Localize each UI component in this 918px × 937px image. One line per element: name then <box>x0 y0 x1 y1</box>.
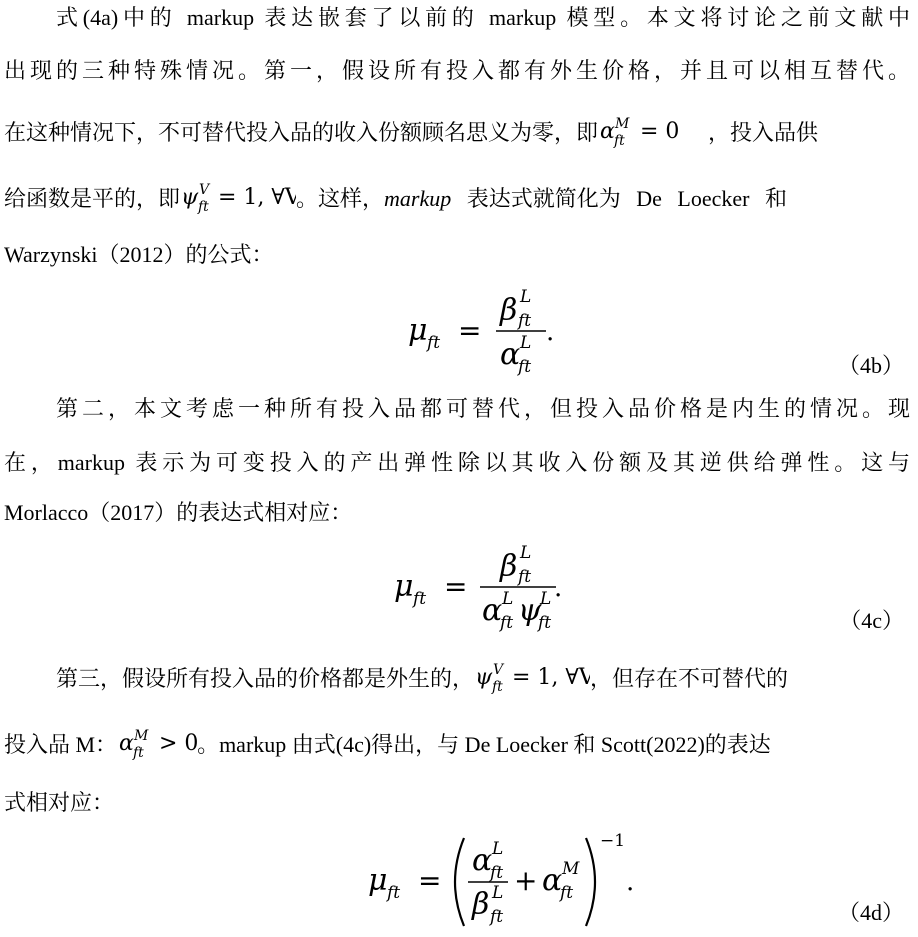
svg-text:.: . <box>546 317 555 347</box>
svg-text:α: α <box>482 593 503 628</box>
paragraph-1-line-1: 式(4a)中的 markup 表达嵌套了以前的 markup 模型。本文将讨论之前文献中 <box>56 5 910 30</box>
svg-text:ψ: ψ <box>181 185 199 210</box>
equation-4d <box>364 826 654 937</box>
svg-text:ft: ft <box>427 333 441 353</box>
text-segment: 表达式就简化为 De Loecker 和 <box>451 186 787 212</box>
svg-text:L: L <box>520 543 532 563</box>
svg-text:V: V <box>493 662 504 678</box>
svg-text:ft: ft <box>538 613 552 633</box>
inline-math-alpha-m <box>598 114 708 156</box>
paragraph-1-line-5: Warzynski（2012）的公式： <box>4 242 274 267</box>
svg-text:L: L <box>492 883 504 903</box>
paragraph-2-line-3: Morlacco（2017）的表达式相对应： <box>4 500 353 525</box>
inline-math-text: = 1, ∀V <box>512 665 591 690</box>
svg-text:μ: μ <box>394 569 414 604</box>
paragraph-3-line-3: 式相对应： <box>4 790 115 815</box>
svg-text:ft: ft <box>500 613 514 633</box>
svg-text:L: L <box>492 839 504 859</box>
paragraph-1-line-3 <box>4 114 910 156</box>
svg-text:ft: ft <box>133 745 144 760</box>
equation-4c-label: （4c） <box>839 608 904 633</box>
exponent: −1 <box>600 831 626 851</box>
svg-text:L: L <box>520 287 532 307</box>
italic-markup: markup <box>384 186 452 212</box>
inline-math-text: = 0 <box>640 119 680 144</box>
svg-text:α: α <box>472 843 493 878</box>
svg-text:ft: ft <box>518 357 532 377</box>
text-segment: 投入品 M： <box>4 732 118 758</box>
svg-text:α: α <box>542 863 563 898</box>
inline-math-alpha-m <box>117 726 197 768</box>
svg-text:M: M <box>562 859 580 879</box>
svg-text:ft: ft <box>413 589 427 609</box>
svg-text:L: L <box>502 589 514 609</box>
inline-math-psi-v <box>180 180 296 222</box>
equation-4d-label: （4d） <box>837 900 904 925</box>
equation-4c <box>390 540 580 641</box>
svg-text:μ: μ <box>408 313 428 348</box>
equals-sign: = <box>444 570 468 603</box>
svg-text:μ: μ <box>368 863 388 898</box>
svg-text:β: β <box>500 293 518 328</box>
svg-text:α: α <box>600 119 615 144</box>
inline-math-psi-v <box>474 660 590 702</box>
inline-math-text: = 1, ∀V <box>218 185 297 210</box>
svg-text:ft: ft <box>387 883 401 903</box>
svg-text:ψ: ψ <box>475 665 493 690</box>
paragraph-3-line-1 <box>4 660 910 702</box>
svg-text:.: . <box>554 573 563 603</box>
svg-text:ft: ft <box>492 679 503 694</box>
svg-text:L: L <box>520 333 532 353</box>
svg-text:ft: ft <box>560 883 574 903</box>
svg-text:ψ: ψ <box>518 593 542 628</box>
equation-4b <box>404 284 564 385</box>
svg-text:ft: ft <box>198 199 209 214</box>
paragraph-1-line-4 <box>4 180 910 222</box>
svg-text:L: L <box>540 589 552 609</box>
paragraph-2-line-2: 在，markup 表示为可变投入的产出弹性除以其收入份额及其逆供给弹性。这与 <box>4 450 910 475</box>
text-segment: 。这样， <box>296 186 385 212</box>
svg-text:V: V <box>199 182 210 198</box>
text-segment: 第三，假设所有投入品的价格都是外生的， <box>56 666 475 692</box>
svg-text:β: β <box>500 549 518 584</box>
svg-text:ft: ft <box>490 907 504 927</box>
paragraph-3-line-2 <box>4 726 910 768</box>
svg-text:α: α <box>119 731 134 756</box>
text-segment: ，投入品供 <box>708 120 819 146</box>
svg-text:ft: ft <box>490 863 504 883</box>
text-segment: 给函数是平的，即 <box>4 186 181 212</box>
svg-text:M: M <box>134 728 149 744</box>
svg-text:β: β <box>472 887 490 922</box>
svg-text:ft: ft <box>518 311 532 331</box>
equals-sign: = <box>458 314 482 347</box>
plus-sign: + <box>514 864 538 897</box>
equation-4b-label: （4b） <box>837 353 904 378</box>
paragraph-2-line-1: 第二，本文考虑一种所有投入品都可替代，但投入品价格是内生的情况。现 <box>56 396 910 421</box>
svg-text:M: M <box>615 116 630 132</box>
svg-text:ft: ft <box>518 567 532 587</box>
svg-text:α: α <box>500 337 521 372</box>
inline-math-text: > 0 <box>159 731 198 756</box>
text-segment: ，但存在不可替代的 <box>590 666 789 692</box>
svg-text:.: . <box>626 867 635 897</box>
svg-text:ft: ft <box>614 133 625 148</box>
paragraph-1-line-2: 出现的三种特殊情况。第一，假设所有投入都有外生价格，并且可以相互替代。 <box>4 58 910 83</box>
text-segment: 。markup 由式(4c)得出，与 De Loecker 和 Scott(2022)的表达 <box>197 732 771 758</box>
equals-sign: = <box>418 864 442 897</box>
text-segment: 在这种情况下，不可替代投入品的收入份额顾名思义为零，即 <box>4 120 599 146</box>
